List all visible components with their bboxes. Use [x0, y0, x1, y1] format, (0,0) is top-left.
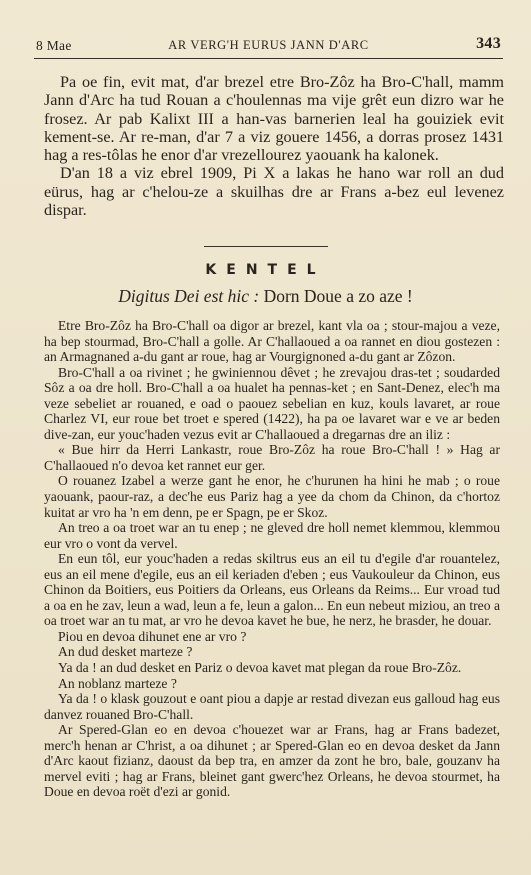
lesson-paragraph: Etre Bro-Zôz ha Bro-C'hall oa digor ar brezel, kant vla oa ; stour-majou a veze, ha bep stourmad, Bro-C'hall a golle. Ar C'hallaoued a oa rannet en diou gostezen : an Armagnaned a-du gant ar roue, hag ar Vourgignoned a-du gant ar Zôzon.: [44, 318, 500, 365]
lesson-paragraph: « Bue hirr da Herri Lankastr, roue Bro-Zôz ha roue Bro-C'hall ! » Hag ar C'hallaoued n'o devoa ket rannet eur ger.: [44, 442, 500, 473]
header-rule: [34, 58, 503, 59]
running-header: [36, 35, 501, 56]
lesson-paragraph: Bro-C'hall a oa rivinet ; he gwiniennou dêvet ; he zrevajou dras-tet ; soudarded Sôz a oa dre holl. Bro-C'hall a oa hualet ha pennas-ket ; en Sant-Denez, elec'h ma veze sebeliet ar rouaned, e oad o paouez sebelian en kuz, kouls lavaret, ar roue Charlez VI, eur roue bet troet e spered (1422), ha pa oe lavaret war e ve ar beden dive-zan, eur youc'haden vezus evit ar C'hallaoued a dregarnas dre an iliz :: [44, 364, 500, 442]
lesson-paragraph: En eun tôl, eur youc'haden a redas skiltrus eus an eil tu d'egile d'ar rouantelez, eus an eil mene d'egile, eus an eil keriaden d'eben ; eus Vaukouleur da Chinon, eus Chinon da Boitiers, eus Poitiers da Orleans, eus Orleans da Reims... Eur vroad tud a oa en he zav, leun a wad, leun a fe, leun a galon... En eun nebeut miziou, an treo a oa troet war an tu mat, ar vro he devoa kavet he bue, he nerz, he brasder, he douar.: [44, 551, 500, 629]
section-subtitle: [0, 286, 531, 307]
lesson-paragraph: Ya da ! an dud desket en Pariz o devoa kavet mat plegan da roue Bro-Zôz.: [58, 660, 462, 676]
header-date: 8 Mae: [36, 38, 72, 53]
lesson-paragraph: An dud desket marteze ?: [58, 644, 193, 660]
lesson-text: [44, 318, 500, 800]
intro-paragraph: D'an 18 a viz ebrel 1909, Pi X a lakas he hano war roll an dud eürus, hag ar c'helou-ze a skuilhas dre ar Frans a-bez eul levenez dispar.: [44, 164, 504, 220]
header-title: AR VERG'H EURUS JANN D'ARC: [168, 38, 369, 52]
lesson-paragraph: An treo a oa troet war an tu enep ; ne gleved dre holl nemet klemmou, klemmou eur vro o vont da vervel.: [44, 520, 500, 551]
lesson-paragraph: Ar Spered-Glan eo en devoa c'houezet war ar Frans, hag ar Frans badezet, merc'h henan ar C'hrist, a oa dihunet ; ar Spered-Glan eo en devoa desket da Jann d'Arc kaout fizianz, daoust da bep tra, en amzer da zont he bro, bale, gouzanv ha mervel eviti ; hag ar Frans, bleinet gant gwerc'hez Orleans, he devoa stourmet, ha Doue en devoa roët d'ezi ar gonid.: [44, 722, 500, 800]
lesson-paragraph: An noblanz marteze ?: [58, 675, 177, 691]
subtitle-breton: Dorn Doue a zo aze !: [259, 286, 413, 306]
intro-paragraph: Pa oe fin, evit mat, d'ar brezel etre Bro-Zôz ha Bro-C'hall, mamm Jann d'Arc ha tud Rouan a c'houlennas ma vije grêt eun dizro war he frosez. Ar pab Kalixt III a han-vas barnerien leal ha gouiziek evit kement-se. Ar re-man, d'ar 7 a viz gouere 1456, a dorras prosez 1431 hag a res-tôlas he enor d'ar vrezellourez yaouank ha kalonek.: [44, 73, 504, 165]
intro-text: [44, 73, 504, 219]
page-number: 343: [476, 35, 501, 52]
subtitle-latin: Digitus Dei est hic :: [118, 286, 260, 306]
section-title: KENTEL: [205, 262, 326, 278]
section-separator: [204, 246, 328, 247]
lesson-paragraph: Ya da ! o klask gouzout e oant piou a dapje ar restad divezan eus galloud hag eus danvez rouaned Bro-C'hall.: [44, 691, 500, 722]
lesson-paragraph: Piou en devoa dihunet ene ar vro ?: [58, 628, 247, 644]
lesson-paragraph: O rouanez Izabel a werze gant he enor, he c'hurunen ha hini he mab ; o roue yaouank, paour-raz, a dec'he eus Pariz hag a yee da chom da Chinon, da c'hortoz kuitat ar vro ha 'n em denn, pe er Spagn, pe er Skoz.: [44, 473, 500, 520]
